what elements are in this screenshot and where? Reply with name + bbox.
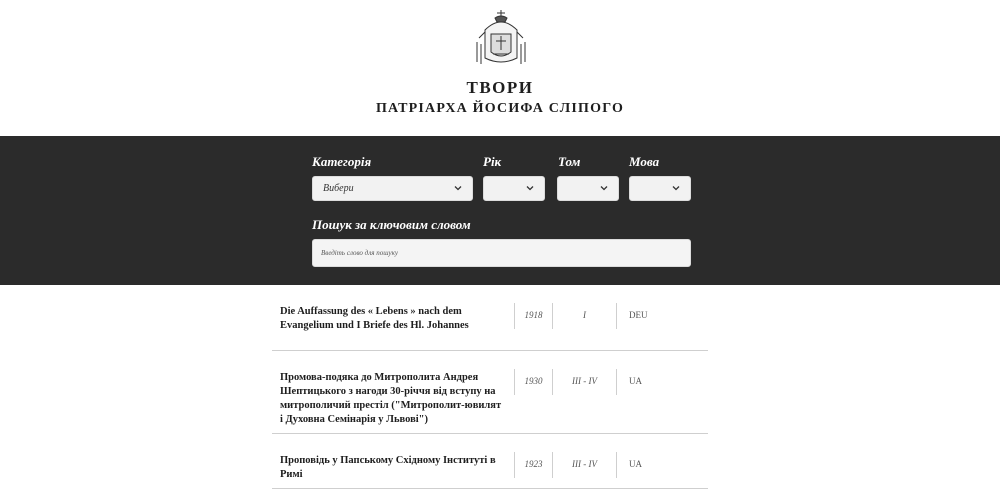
work-title[interactable]: Промова-подяка до Митрополита Андрея Шептицького з нагоди 30-річчя від вступу на митрополичий престіл ("Митрополит-ювилят і Духовна Семінарія у Львові") xyxy=(280,372,502,425)
page-title: ТВОРИ xyxy=(466,78,534,97)
year-label: Рік xyxy=(483,154,502,169)
work-title[interactable]: Проповідь у Папському Східному Інституті в Римі xyxy=(280,455,496,480)
category-select-value: Вибери xyxy=(323,183,354,194)
work-language: DEU xyxy=(616,303,676,329)
category-label: Категорія xyxy=(312,154,372,169)
work-volume: III - IV xyxy=(552,452,616,478)
category-select[interactable] xyxy=(312,176,473,201)
volume-label: Том xyxy=(558,154,581,169)
coat-of-arms-icon xyxy=(471,8,531,68)
work-language: UA xyxy=(616,369,676,395)
table-row[interactable] xyxy=(272,285,708,351)
work-volume: III - IV xyxy=(552,369,616,395)
volume-select[interactable] xyxy=(557,176,619,201)
year-select[interactable] xyxy=(483,176,545,201)
chevron-down-icon xyxy=(671,183,681,193)
language-label: Мова xyxy=(629,154,660,169)
chevron-down-icon xyxy=(525,183,535,193)
filter-panel xyxy=(0,136,1000,285)
site-header xyxy=(0,0,1000,136)
work-year: 1923 xyxy=(514,452,552,478)
search-input[interactable] xyxy=(312,239,691,267)
page-subtitle: ПАТРІАРХА ЙОСИФА СЛІПОГО xyxy=(375,101,625,116)
work-language: UA xyxy=(616,452,676,478)
table-row[interactable] xyxy=(272,434,708,489)
table-row[interactable] xyxy=(272,351,708,434)
chevron-down-icon xyxy=(453,183,463,193)
language-select[interactable] xyxy=(629,176,691,201)
work-title[interactable]: Die Auffassung des « Lebens » nach dem Evangelium und I Briefe des Hl. Johannes xyxy=(280,306,469,331)
work-year: 1930 xyxy=(514,369,552,395)
search-label: Пошук за ключовим словом xyxy=(312,217,471,232)
works-list xyxy=(272,285,708,489)
work-year: 1918 xyxy=(514,303,552,329)
work-volume: I xyxy=(552,303,616,329)
chevron-down-icon xyxy=(599,183,609,193)
